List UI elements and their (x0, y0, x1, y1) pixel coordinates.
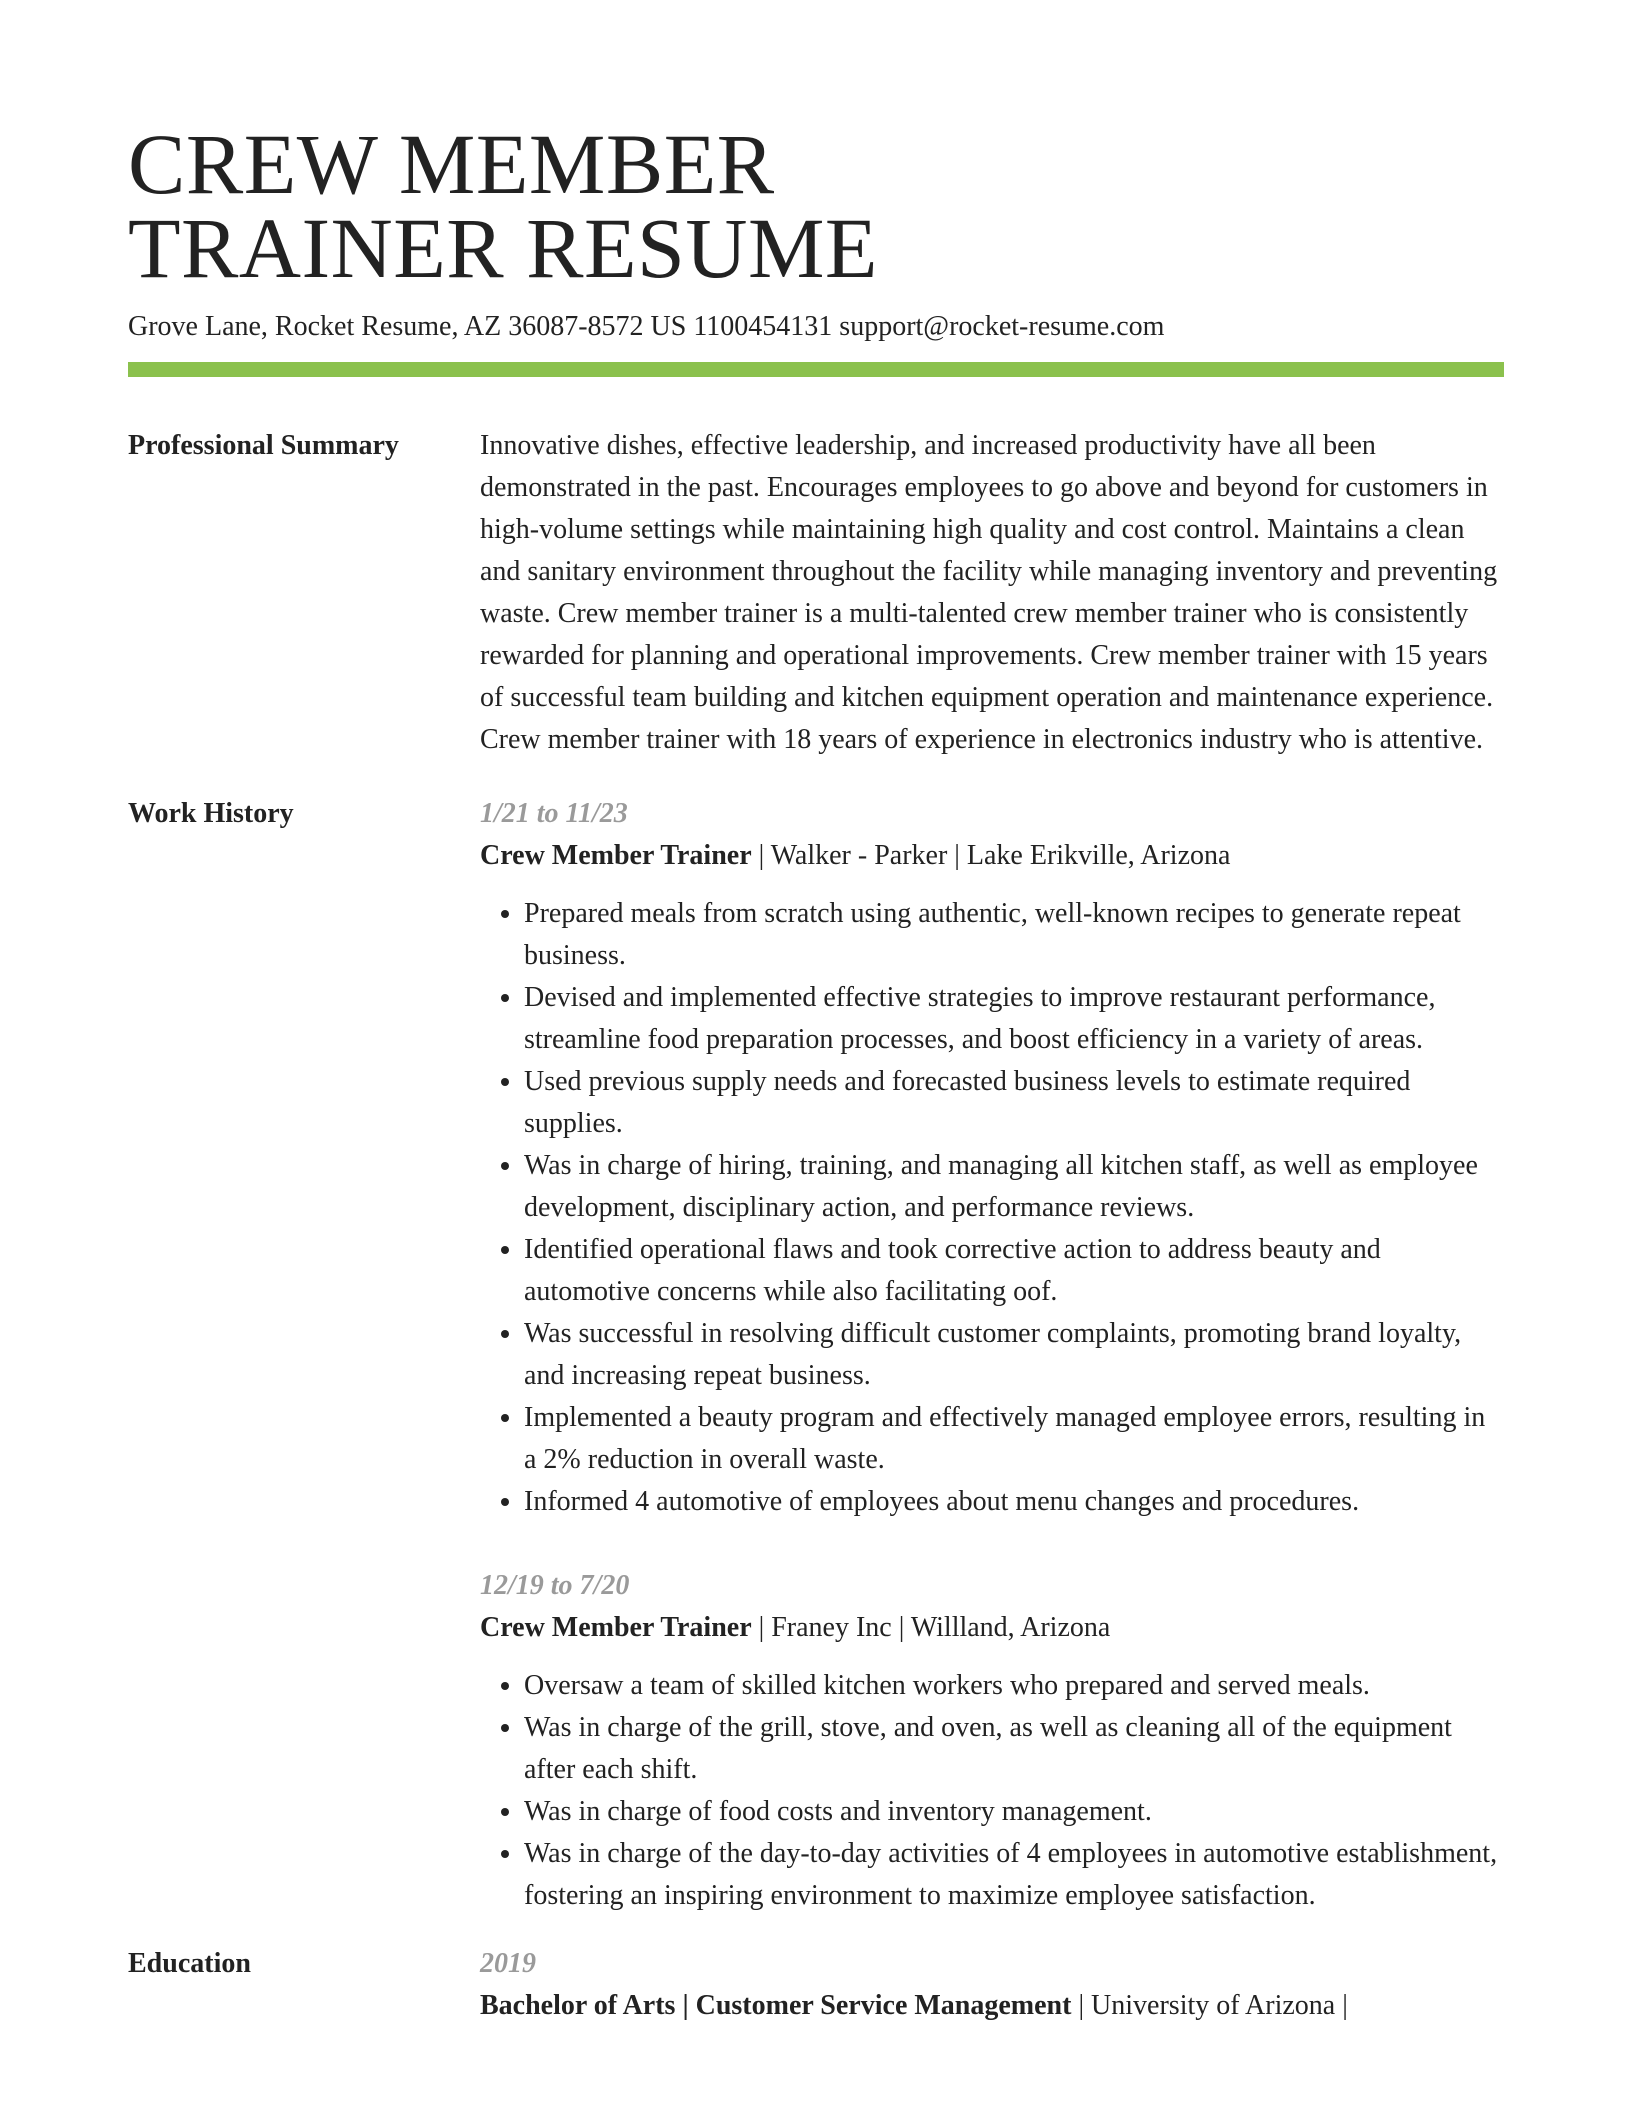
education-heading (480, 1985, 1504, 2027)
work-history-label: Work History (128, 798, 294, 829)
education-label: Education (128, 1948, 251, 1979)
education-degree: Bachelor of Arts | Customer Service Management (480, 1990, 1072, 2021)
job-details: | Franey Inc | Willland, Arizona (751, 1612, 1111, 1643)
list-item: • Devised and implemented effective strategies to improve restaurant performance, streamline food preparation processes, and boost efficiency in a variety of areas. (524, 977, 1504, 1061)
title-line-1: CREW MEMBER (128, 116, 775, 212)
education-year: 2019 (480, 1948, 536, 1979)
education-section (128, 1943, 1504, 2027)
job-title: Crew Member Trainer (480, 1612, 752, 1643)
job-dates: 12/19 to 7/20 (480, 1570, 630, 1601)
resume-title (128, 116, 1504, 296)
list-item: • Prepared meals from scratch using authentic, well-known recipes to generate repeat business. (524, 893, 1504, 977)
list-item: • Informed 4 automotive of employees about menu changes and procedures. (524, 1481, 1504, 1523)
job-entry (480, 1565, 1504, 1917)
resume-page (128, 116, 1504, 2027)
job-bullets (480, 1665, 1504, 1917)
job-heading (480, 1607, 1504, 1649)
job-details: | Walker - Parker | Lake Erikville, Arizona (751, 840, 1231, 871)
job-dates: 1/21 to 11/23 (480, 798, 628, 829)
list-item: • Was in charge of the day-to-day activities of 4 employees in automotive establishment, fostering an inspiring environment to maximize employee satisfaction. (524, 1833, 1504, 1917)
list-item: • Identified operational flaws and took corrective action to address beauty and automotive concerns while also facilitating oof. (524, 1229, 1504, 1313)
job-entry (480, 793, 1504, 1523)
accent-divider (128, 362, 1504, 377)
education-school: | University of Arizona | (1071, 1990, 1348, 2021)
work-history-section (128, 793, 1504, 1917)
contact-info: Grove Lane, Rocket Resume, AZ 36087-8572 US 1100454131 support@rocket-resume.com (128, 311, 1165, 342)
work-history-content (480, 793, 1504, 1917)
list-item: • Was in charge of food costs and inventory management. (524, 1791, 1504, 1833)
list-item: • Oversaw a team of skilled kitchen workers who prepared and served meals. (524, 1665, 1504, 1707)
job-bullets (480, 893, 1504, 1523)
list-item: • Implemented a beauty program and effectively managed employee errors, resulting in a 2% reduction in overall waste. (524, 1397, 1504, 1481)
job-title: Crew Member Trainer (480, 840, 752, 871)
professional-summary-section (128, 425, 1504, 761)
title-line-2: TRAINER RESUME (128, 200, 878, 296)
list-item: • Was successful in resolving difficult customer complaints, promoting brand loyalty, and increasing repeat business. (524, 1313, 1504, 1397)
list-item: • Was in charge of hiring, training, and managing all kitchen staff, as well as employee development, disciplinary action, and performance reviews. (524, 1145, 1504, 1229)
summary-text: Innovative dishes, effective leadership, and increased productivity have all been demonstrated in the past. Encourages employees to go above and beyond for customers in high-volume settings while maintaining high quality and cost control. Maintains a clean and sanitary environment throughout the facility while managing inventory and preventing waste. Crew member trainer is a multi-talented crew member trainer who is consistently rewarded for planning and operational improvements. Crew member trainer with 15 years of successful team building and kitchen equipment operation and maintenance experience. Crew member trainer with 18 years of experience in electronics industry who is attentive. (480, 430, 1498, 755)
summary-label: Professional Summary (128, 430, 399, 461)
education-content (480, 1943, 1504, 2027)
list-item: • Used previous supply needs and forecasted business levels to estimate required supplies. (524, 1061, 1504, 1145)
list-item: • Was in charge of the grill, stove, and oven, as well as cleaning all of the equipment after each shift. (524, 1707, 1504, 1791)
job-heading (480, 835, 1504, 877)
